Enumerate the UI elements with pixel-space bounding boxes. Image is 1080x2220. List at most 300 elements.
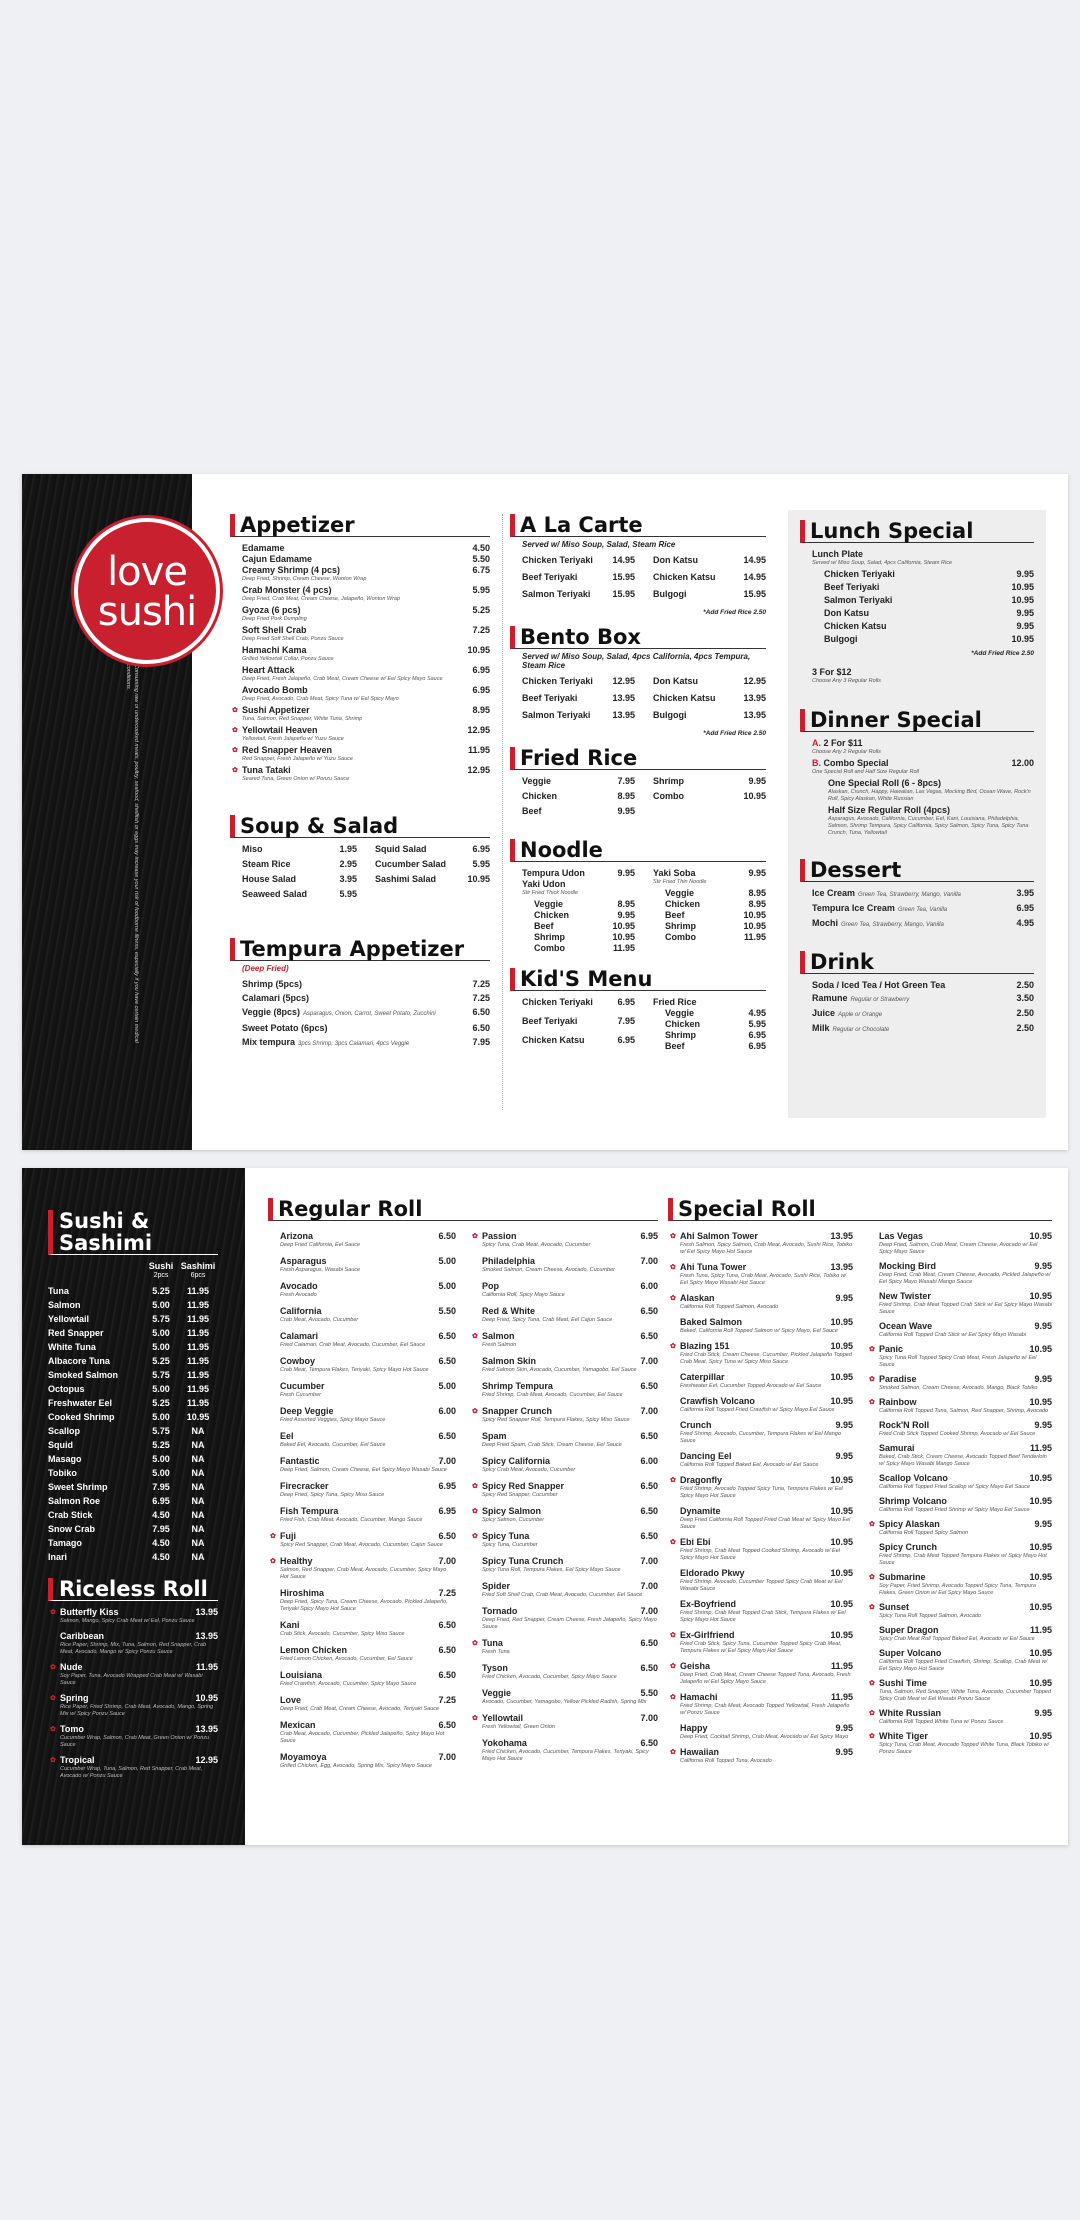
item-price: 3.95	[1016, 888, 1034, 898]
item-desc: Green Tea, Strawberry, Mango, Vanilla	[841, 922, 944, 928]
item-desc: Grilled Chicken, Egg, Avocado, Spring Mix, Spicy Mayo Sauce	[280, 1763, 432, 1769]
sushi-name: Inari	[48, 1552, 68, 1562]
lunch-plate: Lunch Plate	[812, 549, 864, 559]
item-desc: Deep Fried, Shrimp, Cream Cheese, Wonton Wrap	[242, 576, 367, 582]
menu-item	[230, 1007, 490, 1020]
item-price: 9.95	[1034, 1519, 1052, 1529]
menu-item	[668, 1231, 853, 1242]
column-entrees	[510, 514, 766, 1054]
item-desc: Spicy Tuna, Cucumber	[482, 1542, 538, 1548]
item-price: 5.25	[472, 605, 490, 615]
item-name: ✿ Dragonfly	[680, 1475, 723, 1485]
sashimi-price: NA	[191, 1440, 205, 1450]
menu-item	[867, 1261, 1052, 1272]
soup-list	[230, 844, 490, 904]
sushi-row	[48, 1368, 218, 1382]
item-price: 7.00	[640, 1581, 658, 1591]
item-name: Avocado Bomb	[242, 685, 308, 695]
item-desc: California Roll Topped Fried Crawfish w/ Spicy Mayo Eel Sauce	[680, 1407, 835, 1413]
item-price: 8.95	[472, 705, 490, 715]
sushi-name: Snow Crab	[48, 1524, 96, 1534]
item-name: ✿ Spicy Tuna	[482, 1531, 530, 1541]
item-desc: Choose Any 2 Regular Rolls	[812, 749, 881, 755]
item-price: 5.50	[472, 554, 490, 564]
item-desc: Spicy Crab Meat Roll Topped Baked Eel, Avocado w/ Eel Sauce	[879, 1636, 1035, 1642]
item-name: Chicken Katsu	[653, 572, 716, 582]
menu-item	[510, 676, 635, 687]
menu-item	[470, 1281, 658, 1292]
menu-item	[510, 776, 635, 787]
menu-item	[510, 1035, 635, 1046]
menu-item	[268, 1645, 456, 1656]
menu-item	[867, 1731, 1052, 1742]
menu-item	[668, 1568, 853, 1579]
item-name: Cowboy	[280, 1356, 315, 1366]
sashimi-price: NA	[191, 1538, 205, 1548]
item-name: Mexican	[280, 1720, 316, 1730]
sashimi-price: 11.95	[186, 1314, 210, 1324]
appetizer-list	[230, 543, 490, 783]
item-desc: Regular or Chocolate	[832, 1027, 890, 1033]
item-name: Tyson	[482, 1663, 508, 1673]
menu-item	[230, 605, 490, 616]
sushi-row	[48, 1326, 218, 1340]
item-desc: Crab Stick, Avocado, Cucumber, Spicy Miso Sauce	[280, 1631, 405, 1637]
menu-item	[268, 1531, 456, 1542]
item-desc: Deep Fried, Spicy Tuna, Spicy Miso Sauce	[280, 1492, 385, 1498]
item-price: 10.95	[743, 791, 766, 801]
appetizer-heading: Appetizer	[230, 514, 490, 537]
item-name: ✿ Spring	[60, 1693, 89, 1703]
sushi-row	[48, 1452, 218, 1466]
sushi-name: White Tuna	[48, 1342, 96, 1352]
item-name: Yokohama	[482, 1738, 527, 1748]
item-desc: One Special Roll and Half Size Regular Roll	[812, 769, 919, 775]
item-price: 11.95	[743, 932, 766, 942]
menu-item	[470, 1688, 658, 1699]
sushi-row	[48, 1438, 218, 1452]
item-price: 10.95	[743, 910, 766, 920]
item-name: ✿ Hawaiian	[680, 1747, 720, 1757]
item-price: 6.95	[472, 665, 490, 675]
sashimi-price: 11.95	[186, 1356, 210, 1366]
item-name: Scallop Volcano	[879, 1473, 948, 1483]
item-desc: Served w/ Miso Soup, Salad, 4pcs California, Steam Rice	[812, 560, 953, 566]
menu-item	[230, 543, 490, 554]
item-desc: Red Snapper, Fresh Jalapeño w/ Yuzu Sauce	[242, 756, 353, 762]
alacarte-left-col	[510, 555, 635, 606]
item-name: Spider	[482, 1581, 511, 1591]
item-price: 10.95	[1029, 1731, 1052, 1741]
menu-item: Yaki Soba 9.95	[653, 868, 766, 878]
item-price: 11.95	[1029, 1625, 1052, 1635]
item-name: ✿ Passion	[482, 1231, 517, 1241]
menu-item	[653, 1030, 766, 1041]
item-price: 5.95	[472, 859, 490, 869]
friedrice-right-col	[641, 776, 766, 821]
item-name: ✿ Tomo	[60, 1724, 84, 1734]
sushi-row	[48, 1424, 218, 1438]
item-name: Super Dragon	[879, 1625, 939, 1635]
item-price: 1.95	[339, 844, 357, 854]
sushi-name: Yellowtail	[48, 1314, 90, 1324]
item-name: Steam Rice	[242, 859, 291, 869]
sashimi-price: 11.95	[186, 1286, 210, 1296]
menu-item	[812, 621, 1034, 632]
item-name: Chicken Katsu	[653, 693, 716, 703]
menu-item	[230, 874, 357, 885]
item-desc: Spicy Tuna, Crab Meat, Avocado Topped White Tuna, Black Tobiko w/ Ponzu Sauce	[879, 1742, 1049, 1755]
item-name: Shrimp	[665, 1030, 697, 1040]
menu-item	[653, 888, 766, 899]
menu-item	[470, 1431, 658, 1442]
item-name: Shrimp	[665, 921, 697, 931]
kids-fried-rice-options	[641, 1008, 766, 1052]
item-desc: Fried Crab Stick, Spicy Tuna, Cucumber Topped Spicy Crab Meat, Tempura Flakes w/ Eel Spicy Mayo Hot Sauce	[680, 1641, 842, 1654]
menu-item	[268, 1556, 456, 1567]
item-name: Mix tempura	[242, 1037, 296, 1047]
item-price: 6.50	[472, 1007, 490, 1017]
kids-heading: Kid'S Menu	[510, 968, 766, 991]
sashimi-price: NA	[191, 1510, 205, 1520]
item-price: 10.95	[1029, 1648, 1052, 1658]
menu-item	[230, 765, 490, 776]
item-name: California	[280, 1306, 322, 1316]
item-desc: Fresh Yellowtail, Green Onion	[482, 1724, 555, 1730]
menu-item	[510, 791, 635, 802]
item-desc: Rice Paper, Shrimp, Mix, Tuna, Salmon, Red Snapper, Crab Meat, Avocado, Mango w/ Spicy Ponzu Sauce	[60, 1642, 207, 1655]
drink-heading: Drink	[800, 951, 1034, 974]
tempura-list	[230, 979, 490, 1053]
bento-list	[510, 676, 766, 727]
item-name: Combo	[653, 791, 684, 801]
item-name: Cajun Edamame	[242, 554, 313, 564]
item-price: 10.95	[1029, 1291, 1052, 1301]
sushi-price: 5.00	[152, 1328, 170, 1338]
item-price: 7.95	[617, 1016, 635, 1026]
menu-item	[668, 1506, 853, 1517]
sashimi-price: 11.95	[186, 1328, 210, 1338]
item-desc: California Roll Topped Fried Scallop w/ Spicy Mayo Eel Sauce	[879, 1484, 1031, 1490]
item-price: 12.95	[743, 676, 766, 686]
sushi-price: 5.25	[152, 1356, 170, 1366]
item-desc: Fried Shrimp, Avocado Topped Spicy Tuna, Tempura Flakes w/ Eel Spicy Mayo Hot Sauce	[680, 1486, 843, 1499]
item-desc: Fried Salmon Skin, Avocado, Cucumber, Yamagobo, Eel Sauce	[482, 1367, 637, 1373]
item-price: 10.95	[830, 1599, 853, 1609]
item-name: Beef Teriyaki	[522, 693, 578, 703]
regular-roll-section	[268, 1198, 658, 1777]
item-name: Chicken Katsu	[522, 1035, 585, 1045]
item-name: Sashimi Salad	[375, 874, 437, 884]
item-desc: Deep Fried Soft Shell Crab, Ponzu Sauce	[242, 636, 344, 642]
item-price: 9.95	[1034, 1708, 1052, 1718]
menu-item	[230, 685, 490, 696]
alacarte-heading: A La Carte	[510, 514, 766, 537]
item-name: Tempura Ice Cream	[812, 903, 895, 913]
item-price: 12.95	[467, 725, 490, 735]
item-desc: Green Tea, Vanilla	[897, 907, 948, 913]
item-desc: Regular or Strawberry	[850, 997, 910, 1003]
menu-item	[268, 1381, 456, 1392]
menu-item	[668, 1341, 853, 1352]
item-name: ✿ Snapper Crunch	[482, 1406, 553, 1416]
sashimi-price: NA	[191, 1454, 205, 1464]
item-desc: Fried Lemon Chicken, Avocado, Cucumber, Eel Sauce	[280, 1656, 413, 1662]
item-name: Moyamoya	[280, 1752, 327, 1762]
menu-item	[668, 1723, 853, 1734]
item-price: 15.95	[612, 589, 635, 599]
sushi-price: 6.95	[152, 1496, 170, 1506]
sushi-price: 5.25	[152, 1286, 170, 1296]
menu-item	[668, 1451, 853, 1462]
item-desc: Cucumber Wrap, Tuna, Salmon, Red Snapper, Crab Meat, Avocado w/ Ponzu Sauce	[60, 1766, 203, 1779]
item-name: ✿ Ahi Salmon Tower	[680, 1231, 758, 1241]
menu-item	[363, 859, 490, 870]
item-desc: Stir Fried Thick Noodle	[522, 890, 578, 896]
item-desc: Deep Fried, Salmon, Crab Meat, Cream Cheese, Avocado w/ Eel Spicy Mayo Sauce	[879, 1242, 1038, 1255]
menu-item	[48, 1693, 218, 1704]
menu-item	[668, 1630, 853, 1641]
menu-item	[510, 1016, 635, 1027]
item-name: Fantastic	[280, 1456, 320, 1466]
menu-sheet-front	[22, 474, 1068, 1150]
menu-item	[812, 569, 1034, 580]
item-name: ✿ Panic	[879, 1344, 904, 1354]
item-price: 13.95	[830, 1231, 853, 1241]
item-desc: Fried Soft Shell Crab, Crab Meat, Avocado, Cucumber, Eel Sauce	[482, 1592, 643, 1598]
menu-item	[510, 693, 635, 704]
item-desc: Tuna, Salmon, Red Snapper, White Tuna, Avocado, Cucumber Topped Spicy Crab Meat w/ Eel Wasabi Ponzu Sauce	[879, 1689, 1052, 1702]
lunch-heading: Lunch Special	[800, 520, 1034, 543]
menu-item	[470, 1556, 658, 1567]
regular-col-2	[470, 1231, 658, 1777]
item-desc: Baked Eel, Avocado, Cucumber, Eel Sauce	[280, 1442, 386, 1448]
dinner-one-special: One Special Roll (6 - 8pcs)	[828, 778, 942, 788]
item-price: 7.00	[640, 1606, 658, 1616]
item-price: 6.95	[438, 1481, 456, 1491]
item-desc: Deep Fried California, Eel Sauce	[280, 1242, 361, 1248]
soup-heading: Soup & Salad	[230, 815, 490, 838]
item-desc: Fried Fish, Crab Meat, Avocado, Cucumber, Mango Sauce	[280, 1517, 423, 1523]
item-price: 5.95	[748, 1019, 766, 1029]
menu-item	[653, 921, 766, 932]
sushi-name: Tamago	[48, 1538, 82, 1548]
noodle-right-col	[641, 868, 766, 954]
menu-item	[867, 1374, 1052, 1385]
item-price: 5.95	[472, 585, 490, 595]
item-name: Soft Shell Crab	[242, 625, 307, 635]
item-price: 7.00	[640, 1713, 658, 1723]
bento-left-col	[510, 676, 635, 727]
item-name: ✿ Spicy Alaskan	[879, 1519, 940, 1529]
item-name: ✿ Ahi Tuna Tower	[680, 1262, 747, 1272]
health-warning-text: Consuming raw or undercooked meats, poultry, seafood, shellfish or eggs may increase your risk of foodborne illness, especially if you have certain medical conditions.	[125, 664, 139, 1043]
item-name: ✿ Ex-Girlfriend	[680, 1630, 735, 1640]
alacarte-note: *Add Fried Rice 2.50	[703, 609, 766, 616]
item-name: Beef	[665, 910, 685, 920]
item-name: ✿ Sunset	[879, 1602, 910, 1612]
item-price: 6.95	[748, 1041, 766, 1051]
item-name: Pop	[482, 1281, 499, 1291]
menu-item	[800, 1008, 1034, 1021]
item-name: Love	[280, 1695, 302, 1705]
item-desc: Fried Shrimp, Avocado, Cucumber Topped Spicy Crab Meat w/ Eel Wasabi Sauce	[680, 1579, 843, 1592]
item-price: 10.95	[1011, 595, 1034, 605]
item-desc: Deep Fried, Crab Meat, Cream Cheese, Avocado, Pickled Jalapeño w/ Eel Spicy Mayo Wasabi Mango Sauce	[879, 1272, 1051, 1285]
item-name: Deep Veggie	[280, 1406, 334, 1416]
item-name: Avocado	[280, 1281, 318, 1291]
item-desc: Spicy Tuna Roll Topped Spicy Crab Meat, Fresh Jalapeño w/ Eel Sauce	[879, 1355, 1037, 1368]
item-name: ✿ Butterfly Kiss	[60, 1607, 119, 1617]
item-name: Soda / Iced Tea / Hot Green Tea	[812, 980, 946, 990]
dessert-heading: Dessert	[800, 859, 1034, 882]
item-desc: Smoked Salmon, Cream Cheese, Avocado, Cucumber	[482, 1267, 615, 1273]
item-price: 9.95	[835, 1747, 853, 1757]
item-desc: Fresh Avocado	[280, 1292, 317, 1298]
item-price: 8.95	[748, 899, 766, 909]
item-desc: Smoked Salmon, Cream Cheese, Avocado, Mango, Black Tobiko	[879, 1385, 1038, 1391]
item-desc: Spicy Red Snapper, Cucumber	[482, 1492, 558, 1498]
item-name: ✿ Geisha	[680, 1661, 711, 1671]
item-desc: Salmon, Mango, Spicy Crab Meat w/ Eel, Ponzu Sauce	[60, 1618, 195, 1624]
item-name: Tornado	[482, 1606, 518, 1616]
sushi-row	[48, 1340, 218, 1354]
item-name: Veggie	[665, 888, 695, 898]
item-price: 5.95	[339, 889, 357, 899]
item-name: ✿ Sushi Appetizer	[242, 705, 310, 715]
item-desc: Fresh Salmon	[482, 1342, 517, 1348]
item-desc: Grilled Yellowtail Collar, Ponzu Sauce	[242, 656, 334, 662]
sushi-name: Albacore Tuna	[48, 1356, 110, 1366]
menu-item	[268, 1406, 456, 1417]
column-appetizer	[230, 514, 490, 1053]
item-name: Salmon Teriyaki	[522, 589, 591, 599]
menu-item	[653, 910, 766, 921]
menu-item	[867, 1321, 1052, 1332]
menu-item	[668, 1692, 853, 1703]
item-price: 12.95	[195, 1755, 218, 1765]
item-name: ✿ Spicy Salmon	[482, 1506, 542, 1516]
menu-item	[230, 554, 490, 565]
menu-item	[230, 859, 357, 870]
menu-item	[867, 1648, 1052, 1659]
item-desc: Soy Paper, Fried Shrimp, Avocado Topped Spicy Tuna, Tempura Flakes, Green Onion w/ Eel Spicy Mayo Sauce	[879, 1583, 1036, 1596]
item-price: 5.50	[438, 1306, 456, 1316]
sushi-row	[48, 1494, 218, 1508]
item-name: Seaweed Salad	[242, 889, 308, 899]
item-price: 6.50	[640, 1381, 658, 1391]
item-price: 7.95	[617, 776, 635, 786]
item-desc: Spicy Tuna Roll Topped Salmon, Avocado	[879, 1613, 982, 1619]
item-name: Beef Teriyaki	[824, 582, 880, 592]
friedrice-left-col	[510, 776, 635, 821]
dinner-half-regular: Half Size Regular Roll (4pcs)	[828, 805, 951, 815]
item-name: Chicken Teriyaki	[522, 555, 593, 565]
menu-item	[230, 625, 490, 636]
sushi-row	[48, 1550, 218, 1564]
menu-item	[653, 932, 766, 943]
item-name: Shrimp	[653, 776, 685, 786]
menu-item: Tempura Udon 9.95	[522, 868, 635, 878]
item-desc: Deep Fried, Salmon, Cream Cheese, Eel Spicy Mayo Wasabi Sauce	[280, 1467, 447, 1473]
item-name: ✿ Spicy Red Snapper	[482, 1481, 565, 1491]
item-desc: Fried Shrimp, Crab Meat Topped Crab Stick w/ Eel Spicy Mayo Wasabi Sauce	[879, 1302, 1053, 1315]
item-price: 9.95	[1016, 621, 1034, 631]
item-desc: Spicy Red Snapper Roll, Tempura Flakes, Spicy Miso Sauce	[482, 1417, 630, 1423]
item-desc: Deep Fried Spam, Crab Stick, Cream Cheese, Eel Sauce	[482, 1442, 622, 1448]
item-desc: Spicy Red Snapper, Crab Meat, Avocado, Cucumber, Cajun Sauce	[280, 1542, 443, 1548]
item-price: 6.50	[438, 1531, 456, 1541]
item-name: Squid Salad	[375, 844, 427, 854]
item-price: 6.50	[438, 1331, 456, 1341]
sushi-name: Smoked Salmon	[48, 1370, 119, 1380]
item-price: 9.95	[1034, 1374, 1052, 1384]
item-price: 11.95	[830, 1661, 853, 1671]
menu-item	[867, 1420, 1052, 1431]
item-name: Shrimp Tempura	[482, 1381, 553, 1391]
kids-right-col	[641, 997, 766, 1054]
sushi-price: 7.95	[152, 1482, 170, 1492]
item-name: Chicken	[534, 910, 570, 920]
special-heading: Special Roll	[668, 1198, 1052, 1221]
sushi-row	[48, 1508, 218, 1522]
sushi-price: 5.00	[152, 1412, 170, 1422]
item-desc: Spicy Crab Meat, Avocado, Cucumber	[482, 1467, 576, 1473]
item-name: ✿ Blazing 151	[680, 1341, 730, 1351]
item-desc: Baked, Crab Stick, Cream Cheese, Avocado Topped Beef Tenderloin w/ Spicy Mayo Wasabi Mango Sauce	[879, 1454, 1047, 1467]
item-price: 11.95	[830, 1692, 853, 1702]
item-name: Philadelphia	[482, 1256, 536, 1266]
menu-item	[641, 693, 766, 704]
item-name: Asparagus	[280, 1256, 327, 1266]
item-name: Creamy Shrimp (4 pcs)	[242, 565, 341, 575]
sushi-name: Masago	[48, 1454, 82, 1464]
item-price: 2.95	[339, 859, 357, 869]
menu-item	[867, 1625, 1052, 1636]
item-desc: Fried Assorted Veggies, Spicy Mayo Sauce	[280, 1417, 386, 1423]
alacarte-list	[510, 555, 766, 606]
item-name: Don Katsu	[653, 676, 698, 686]
item-name: ✿ Tuna	[482, 1638, 503, 1648]
menu-item	[230, 725, 490, 736]
item-name: ✿ Fuji	[280, 1531, 296, 1541]
sushi-price: 5.00	[152, 1468, 170, 1478]
item-name: Calamari	[280, 1331, 319, 1341]
item-desc: Deep Fried Pork Dumpling	[242, 616, 307, 622]
menu-item	[510, 710, 635, 721]
menu-item	[268, 1620, 456, 1631]
menu-item	[268, 1431, 456, 1442]
menu-item	[653, 1041, 766, 1052]
item-desc: Yellowtail, Fresh Jalapeño w/ Yuzu Sauce	[242, 736, 344, 742]
item-price: 10.95	[830, 1506, 853, 1516]
item-name: Hiroshima	[280, 1588, 325, 1598]
item-name: Veggie	[665, 1008, 695, 1018]
special-columns	[668, 1231, 1052, 1771]
item-price: 6.50	[640, 1506, 658, 1516]
menu-item	[470, 1713, 658, 1724]
dinner-a: A. 2 For $11	[812, 738, 863, 748]
item-name: Chicken	[665, 899, 701, 909]
item-price: 3.50	[1016, 993, 1034, 1003]
item-desc: Tuna, Salmon, Red Snapper, White Tuna, Shrimp	[242, 716, 363, 722]
item-price: 10.95	[612, 921, 635, 931]
noodle-list	[510, 868, 766, 954]
special-col-2	[867, 1231, 1052, 1771]
regular-columns	[268, 1231, 658, 1777]
menu-item	[470, 1663, 658, 1674]
menu-item	[867, 1496, 1052, 1507]
